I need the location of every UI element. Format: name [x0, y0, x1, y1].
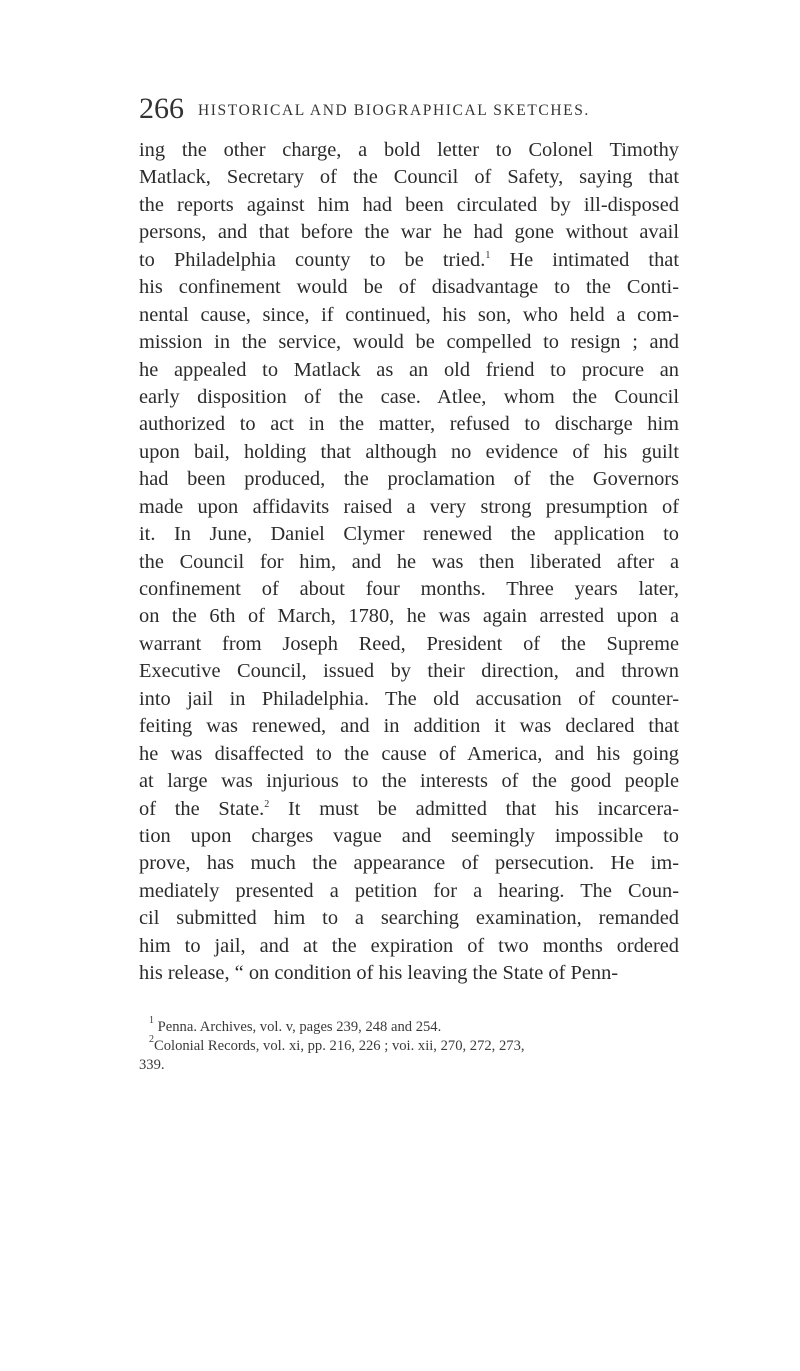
- text-line: [139, 796, 679, 823]
- text-line: confinement of about four months. Three years later,: [139, 578, 679, 600]
- text-line: the reports against him had been circulated by ill-disposed: [139, 193, 679, 216]
- running-title: HISTORICAL AND BIOGRAPHICAL SKETCHES.: [198, 102, 590, 119]
- text-line: ing the other charge, a bold letter to Colonel Timothy: [139, 139, 679, 161]
- footnote-ref-2: 2: [264, 798, 270, 810]
- page-number: 266: [139, 92, 184, 125]
- text-line: his release, “ on condition of his leaving the State of Penn-: [139, 962, 619, 985]
- footnote-2: [139, 1034, 679, 1056]
- text-line: upon bail, holding that although no evidence of his guilt: [139, 440, 679, 463]
- text-line: him to jail, and at the expiration of two months ordered: [139, 934, 679, 957]
- footnote-mark: 2: [149, 1034, 154, 1045]
- text-line: [139, 247, 679, 274]
- text-line: the Council for him, and he was then liberated after a: [139, 550, 679, 573]
- text-line: authorized to act in the matter, refused to discharge him: [139, 413, 679, 436]
- text-line: warrant from Joseph Reed, President of the Supreme: [139, 632, 679, 655]
- text-line: persons, and that before the war he had gone without avail: [139, 221, 679, 244]
- text-line: Matlack, Secretary of the Council of Safety, saying that: [139, 166, 679, 189]
- running-head: [139, 92, 679, 124]
- text-line: at large was injurious to the interests of the good people: [139, 770, 679, 793]
- text-segment: of the State.: [139, 797, 265, 820]
- footnote-text: Penna. Archives, vol. v, pages 239, 248 and 254.: [157, 1019, 442, 1035]
- text-line: mission in the service, would be compelled to resign ; and: [139, 331, 679, 354]
- text-line: feiting was renewed, and in addition it was declared that: [139, 715, 679, 738]
- text-line: made upon affidavits raised a very strong presumption of: [139, 495, 679, 518]
- text-line: his confinement would be of disadvantage to the Conti-: [139, 276, 679, 299]
- footnote-1: [139, 1015, 679, 1037]
- footnote-2-continuation: 339.: [139, 1057, 165, 1073]
- text-line: he was disaffected to the cause of America, and his going: [139, 742, 679, 765]
- text-line: early disposition of the case. Atlee, whom the Council: [139, 385, 679, 408]
- text-line: tion upon charges vague and seemingly impossible to: [139, 824, 679, 847]
- body-text: [139, 137, 679, 988]
- text-line: into jail in Philadelphia. The old accusation of counter-: [139, 687, 679, 710]
- text-line: cil submitted him to a searching examination, remanded: [139, 907, 679, 930]
- footnote-text: Colonial Records, vol. xi, pp. 216, 226 ; voi. xii, 270, 272, 273,: [154, 1038, 525, 1054]
- text-line: on the 6th of March, 1780, he was again arrested upon a: [139, 605, 679, 628]
- text-line: prove, has much the appearance of persecution. He im-: [139, 852, 679, 875]
- text-segment: It must be admitted that his incarcera-: [288, 797, 679, 820]
- text-line: mediately presented a petition for a hearing. The Coun-: [139, 879, 679, 902]
- text-line: Executive Council, issued by their direction, and thrown: [139, 660, 679, 683]
- text-line: nental cause, since, if continued, his son, who held a com-: [139, 303, 679, 326]
- text-line: had been produced, the proclamation of the Governors: [139, 468, 679, 491]
- footnotes: [139, 1015, 679, 1075]
- text-segment: He intimated that: [509, 248, 679, 271]
- footnote-mark: 1: [149, 1015, 154, 1026]
- text-line: he appealed to Matlack as an old friend to procure an: [139, 358, 679, 381]
- footnote-ref-1: 1: [485, 249, 491, 261]
- text-line: it. In June, Daniel Clymer renewed the application to: [139, 523, 679, 546]
- text-segment: to Philadelphia county to be tried.: [139, 248, 486, 271]
